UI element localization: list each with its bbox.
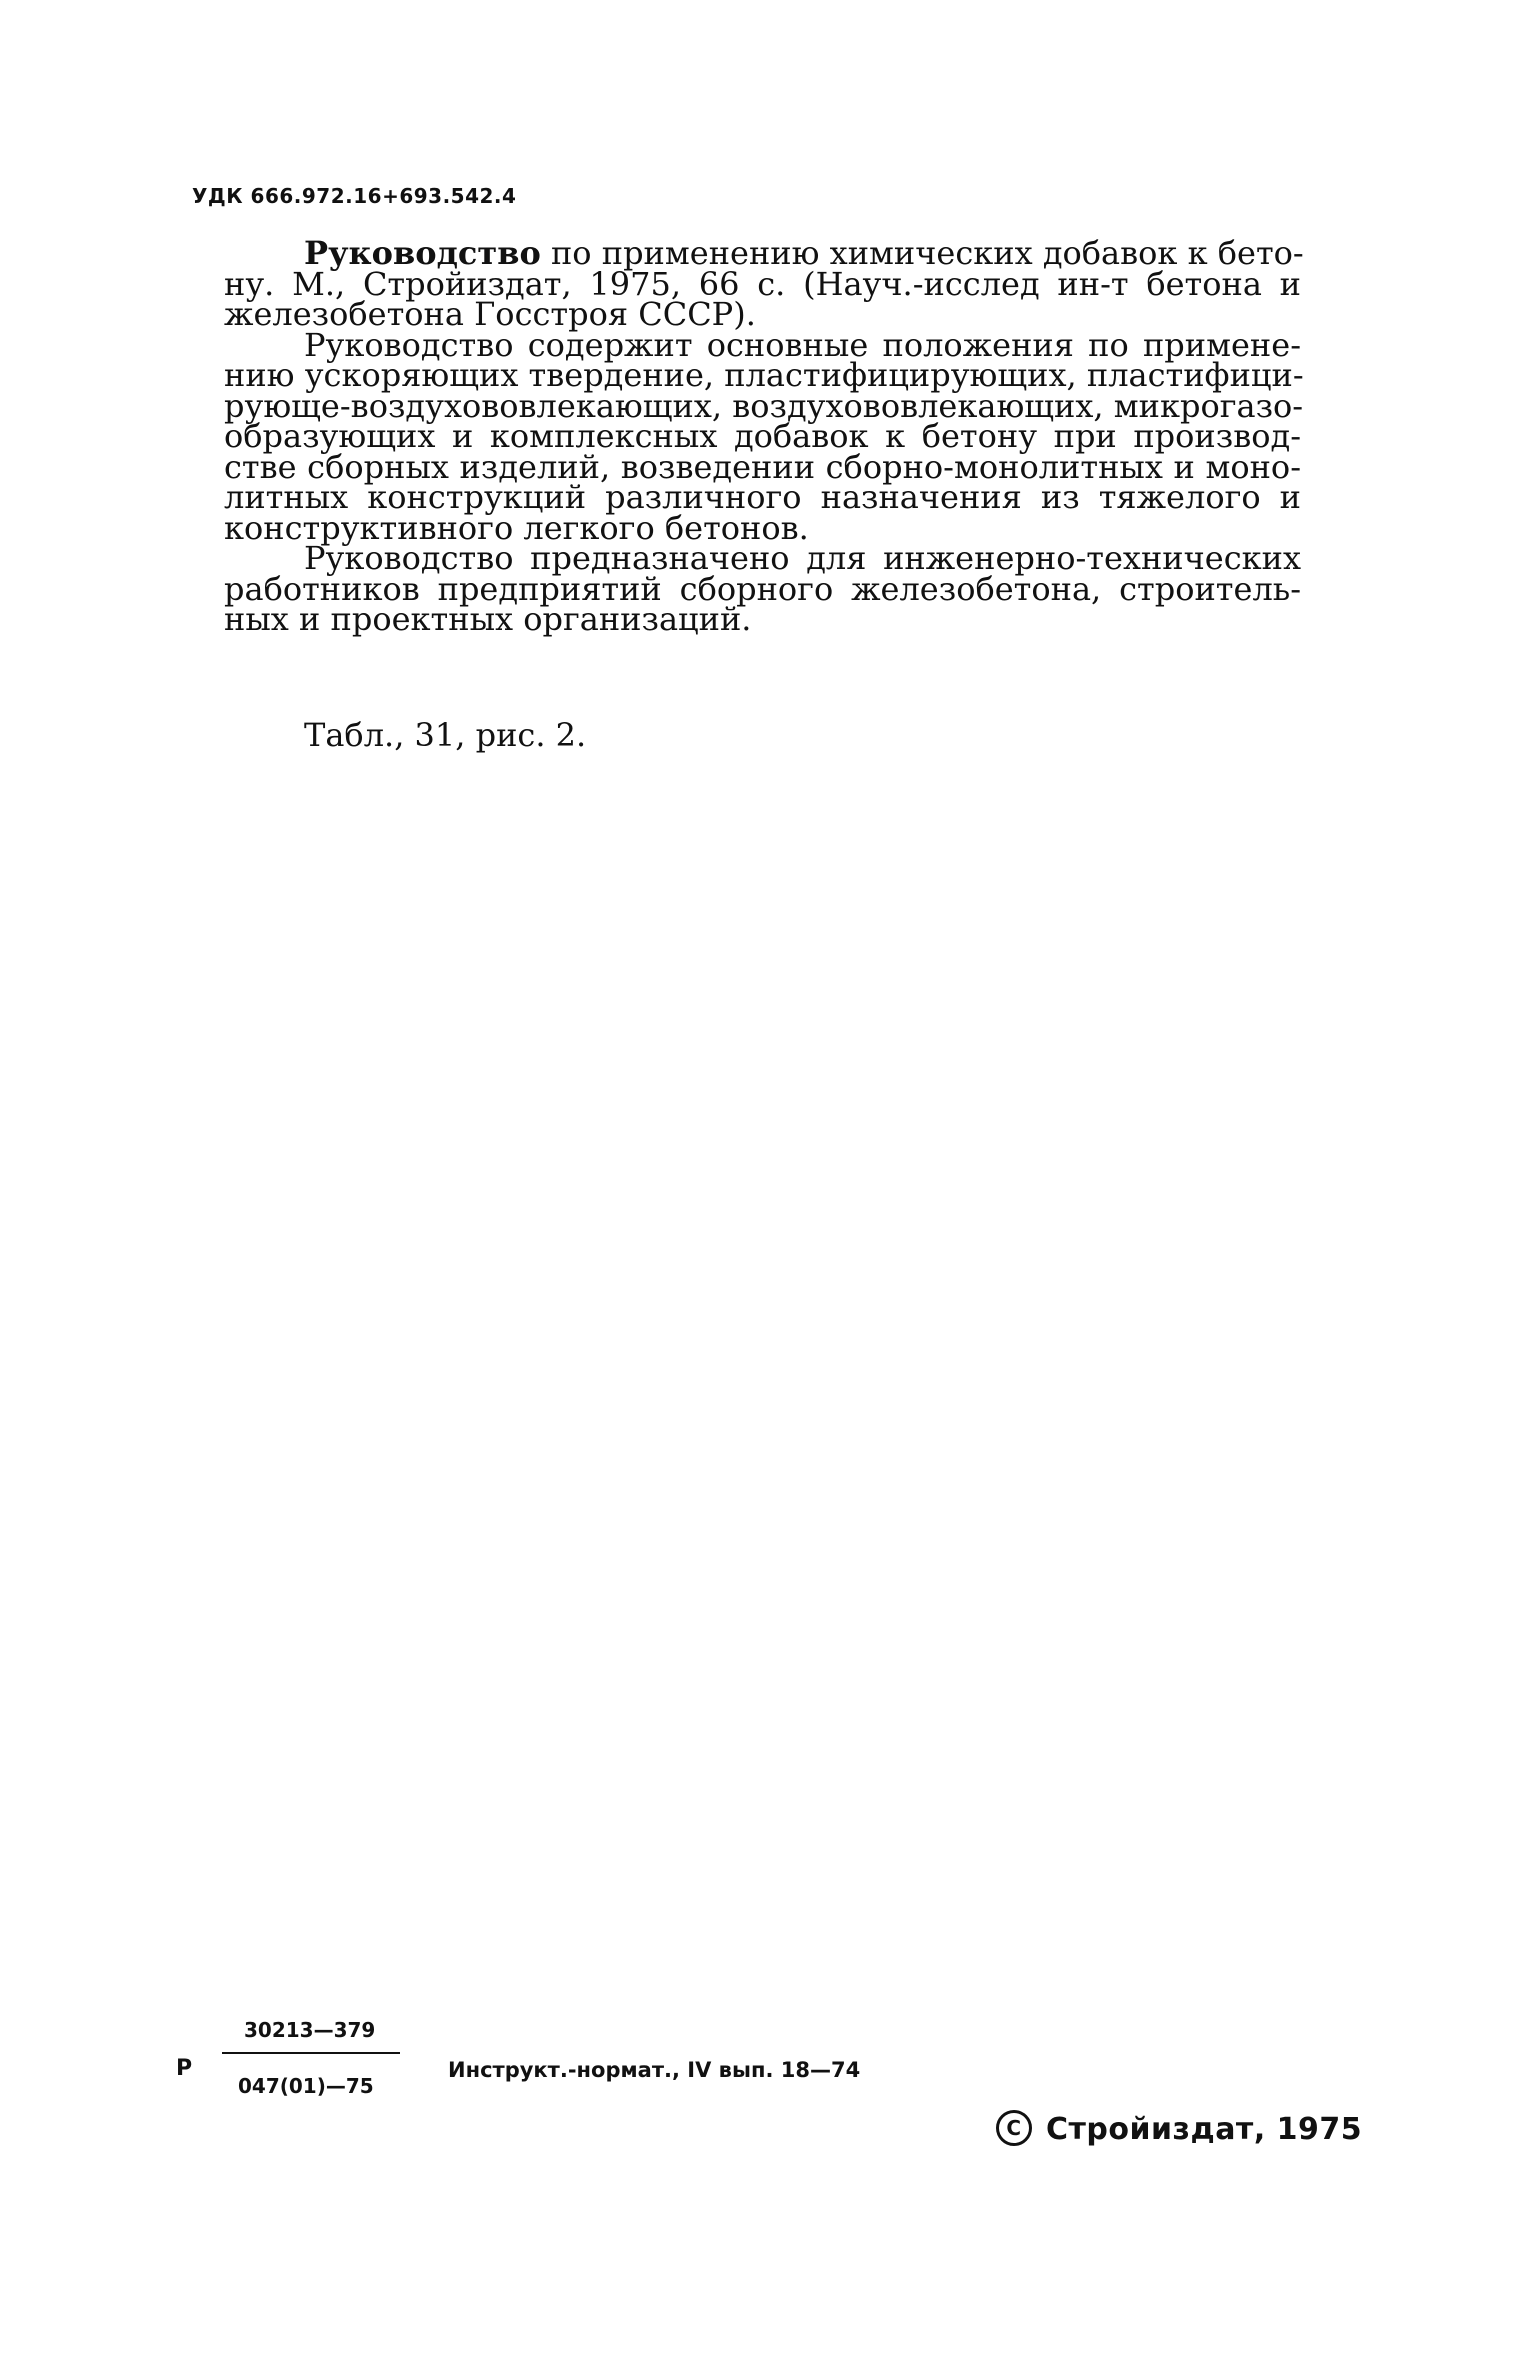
abstract-p1-line-1-rest: по применению химических добавок к бето- [550,234,1304,272]
imprint-denominator: 047(01)—75 [238,2074,374,2098]
abstract-p2-line-3: рующе-воздухововлекающих, воздухововлекающих, микрогазо- [224,386,1304,425]
abstract-p3-line-1: Руководство предназначено для инженерно-технических [304,539,1301,577]
abstract-p3-line-3: ных и проектных организаций. [224,600,752,638]
tables-figures-count: Табл., 31, рис. 2. [304,716,587,754]
abstract-p3-line-2: работников предприятий сборного железобетона, строитель- [224,569,1301,608]
abstract-p2-line-6: литных конструкций различного назначения из тяжелого и [224,478,1301,516]
imprint-numerator: 30213—379 [244,2018,376,2042]
abstract-block [224,234,1304,638]
copyright-notice [996,2112,1362,2149]
copyright-icon: C [996,2110,1032,2146]
abstract-p2-line-5: стве сборных изделий, возведении сборно-монолитных и моно- [224,447,1301,486]
abstract-p1-line-2: ну. М., Стройиздат, 1975, 66 с. (Науч.-исслед ин-т бетона и [224,264,1301,303]
abstract-p1-line-3: железобетона Госстроя СССР). [224,295,756,333]
abstract-paragraph-3 [224,539,1301,638]
abstract-p1-line-1 [224,234,1304,272]
abstract-p2-line-2: нию ускоряющих твердение, пластифицирующих, пластифици- [224,356,1304,394]
abstract-p2-line-4: образующих и комплексных добавок к бетону при производ- [224,417,1301,455]
abstract-p2-line-1: Руководство содержит основные положения по примене- [304,325,1301,364]
imprint-letter: Р [176,2056,193,2081]
imprint-series: Инструкт.-нормат., IV вып. 18—74 [448,2058,861,2082]
imprint-block [176,2018,976,2118]
udk-code: УДК 666.972.16+693.542.4 [192,184,517,208]
abstract-lead-word: Руководство [304,234,541,272]
abstract-paragraph-2 [224,325,1304,547]
imprint-fraction-line [222,2052,400,2054]
copyright-text: Стройиздат, 1975 [1046,2112,1363,2147]
abstract-p2-line-7: конструктивного легкого бетонов. [224,508,809,547]
abstract-paragraph-1 [224,234,1304,333]
